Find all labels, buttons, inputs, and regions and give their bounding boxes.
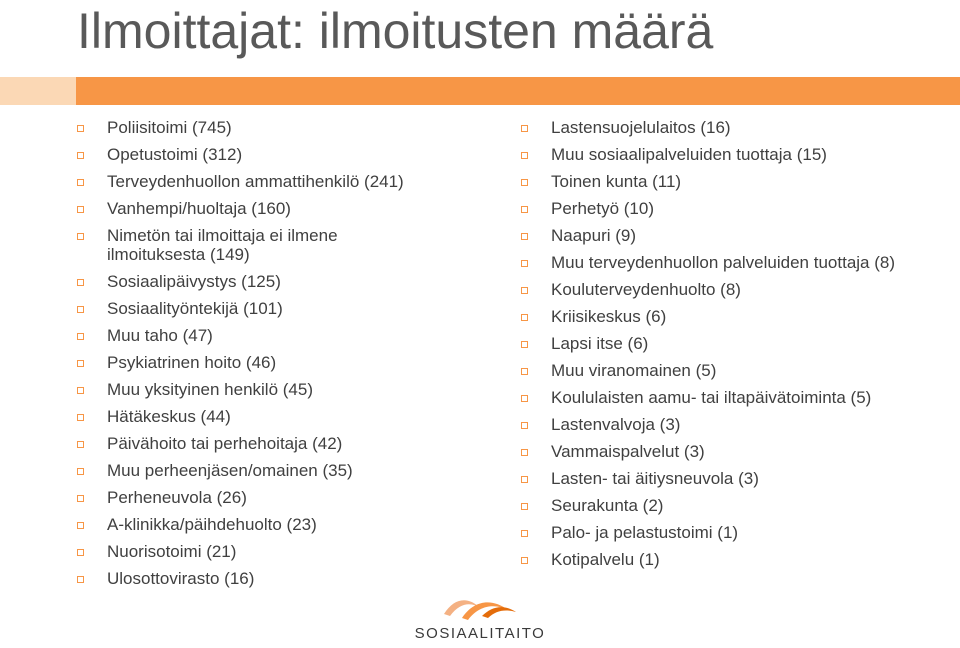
list-item: A-klinikka/päihdehuolto (23) xyxy=(77,511,467,538)
square-bullet-icon xyxy=(521,530,528,537)
left-bullet-list xyxy=(77,114,467,592)
square-bullet-icon xyxy=(77,549,84,556)
square-bullet-icon xyxy=(77,468,84,475)
square-bullet-icon xyxy=(77,360,84,367)
list-item: Muu taho (47) xyxy=(77,322,467,349)
square-bullet-icon xyxy=(77,495,84,502)
list-item: Terveydenhuollon ammattihenkilö (241) xyxy=(77,168,467,195)
square-bullet-icon xyxy=(77,576,84,583)
list-item: Ulosottovirasto (16) xyxy=(77,565,467,592)
square-bullet-icon xyxy=(77,414,84,421)
list-item: Poliisitoimi (745) xyxy=(77,114,467,141)
square-bullet-icon xyxy=(521,503,528,510)
list-item: Sosiaalipäivystys (125) xyxy=(77,268,467,295)
page-title: Ilmoittajat: ilmoitusten määrä xyxy=(77,3,714,59)
accent-bar xyxy=(0,77,960,105)
list-item: Kriisikeskus (6) xyxy=(521,303,941,330)
square-bullet-icon xyxy=(521,476,528,483)
square-bullet-icon xyxy=(521,260,528,267)
list-item: Lastensuojelulaitos (16) xyxy=(521,114,941,141)
square-bullet-icon xyxy=(521,395,528,402)
list-item: Psykiatrinen hoito (46) xyxy=(77,349,467,376)
list-item: Toinen kunta (11) xyxy=(521,168,941,195)
wave-swoosh-logo-icon xyxy=(442,592,518,624)
list-item: Nuorisotoimi (21) xyxy=(77,538,467,565)
accent-bar-light-segment xyxy=(0,77,76,105)
list-item: Perhetyö (10) xyxy=(521,195,941,222)
square-bullet-icon xyxy=(77,125,84,132)
list-item: Vammaispalvelut (3) xyxy=(521,438,941,465)
accent-bar-dark-segment xyxy=(76,77,960,105)
list-item: Koululaisten aamu- tai iltapäivätoiminta (5) xyxy=(521,384,941,411)
square-bullet-icon xyxy=(77,333,84,340)
list-item: Palo- ja pelastustoimi (1) xyxy=(521,519,941,546)
square-bullet-icon xyxy=(521,422,528,429)
square-bullet-icon xyxy=(521,179,528,186)
square-bullet-icon xyxy=(77,233,84,240)
list-item: Hätäkeskus (44) xyxy=(77,403,467,430)
list-item: Seurakunta (2) xyxy=(521,492,941,519)
list-item: Muu yksityinen henkilö (45) xyxy=(77,376,467,403)
list-item: Muu perheenjäsen/omainen (35) xyxy=(77,457,467,484)
square-bullet-icon xyxy=(521,368,528,375)
list-item: Muu sosiaalipalveluiden tuottaja (15) xyxy=(521,141,941,168)
square-bullet-icon xyxy=(521,233,528,240)
list-item: Päivähoito tai perhehoitaja (42) xyxy=(77,430,467,457)
square-bullet-icon xyxy=(77,441,84,448)
list-item: Muu viranomainen (5) xyxy=(521,357,941,384)
square-bullet-icon xyxy=(77,279,84,286)
square-bullet-icon xyxy=(521,287,528,294)
list-item: Muu terveydenhuollon palveluiden tuottaja (8) xyxy=(521,249,941,276)
square-bullet-icon xyxy=(77,152,84,159)
square-bullet-icon xyxy=(77,522,84,529)
list-item: Kotipalvelu (1) xyxy=(521,546,941,573)
list-item: Vanhempi/huoltaja (160) xyxy=(77,195,467,222)
right-bullet-list xyxy=(521,114,941,573)
square-bullet-icon xyxy=(77,179,84,186)
list-item: Sosiaalityöntekijä (101) xyxy=(77,295,467,322)
square-bullet-icon xyxy=(521,314,528,321)
list-item: Naapuri (9) xyxy=(521,222,941,249)
square-bullet-icon xyxy=(77,206,84,213)
list-item: Lasten- tai äitiysneuvola (3) xyxy=(521,465,941,492)
square-bullet-icon xyxy=(521,206,528,213)
list-item: Opetustoimi (312) xyxy=(77,141,467,168)
list-item: Nimetön tai ilmoittaja ei ilmene ilmoituksesta (149) xyxy=(77,222,467,268)
square-bullet-icon xyxy=(521,125,528,132)
list-item: Lapsi itse (6) xyxy=(521,330,941,357)
list-item: Lastenvalvoja (3) xyxy=(521,411,941,438)
square-bullet-icon xyxy=(77,387,84,394)
list-item: Perheneuvola (26) xyxy=(77,484,467,511)
square-bullet-icon xyxy=(521,341,528,348)
sosiaalitaito-logo xyxy=(410,592,550,648)
list-item: Kouluterveydenhuolto (8) xyxy=(521,276,941,303)
square-bullet-icon xyxy=(521,557,528,564)
square-bullet-icon xyxy=(521,449,528,456)
square-bullet-icon xyxy=(77,306,84,313)
square-bullet-icon xyxy=(521,152,528,159)
logo-wordmark: SOSIAALITAITO xyxy=(414,625,546,642)
